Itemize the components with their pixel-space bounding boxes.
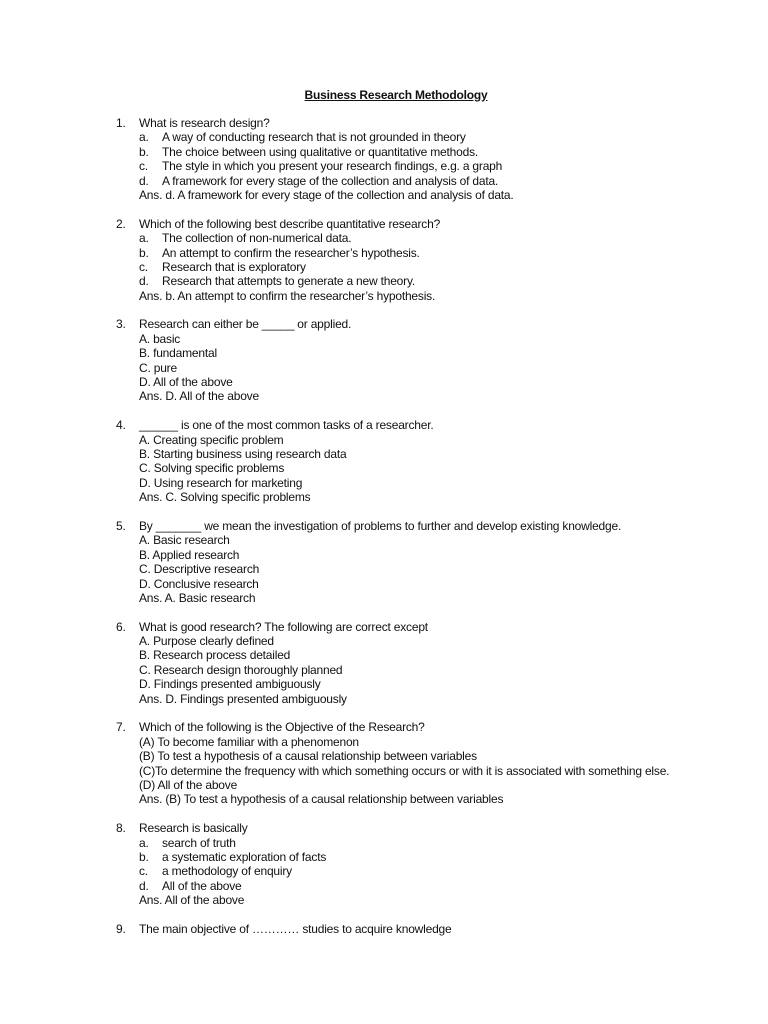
option-text: An attempt to confirm the researcher’s hypothesis. (162, 245, 420, 260)
option-text: A. Basic research (139, 533, 230, 548)
question-number: 7. (116, 720, 126, 735)
question-number: 4. (116, 418, 126, 433)
question-block (116, 620, 756, 706)
question-line (116, 922, 756, 936)
option-text: C. Solving specific problems (139, 461, 285, 476)
option-line (116, 461, 756, 475)
option-text: B. fundamental (139, 346, 217, 361)
answer-text: Ans. D. All of the above (139, 389, 259, 404)
question-text: ______ is one of the most common tasks of a researcher. (139, 418, 434, 433)
option-line (116, 850, 756, 864)
option-text: The choice between using qualitative or quantitative methods. (162, 144, 479, 159)
option-line (116, 260, 756, 274)
option-text: D. Using research for marketing (139, 475, 303, 490)
option-line (116, 361, 756, 375)
option-line (116, 274, 756, 288)
question-line (116, 116, 756, 130)
option-text: Research that is exploratory (162, 259, 306, 274)
answer-line (116, 289, 756, 303)
question-text: Research is basically (139, 821, 248, 836)
option-text: (A) To become familiar with a phenomenon (139, 734, 359, 749)
option-text: The style in which you present your research findings, e.g. a graph (162, 159, 503, 174)
option-line (116, 246, 756, 260)
option-text: B. Applied research (139, 547, 240, 562)
question-block (116, 116, 756, 202)
option-text: D. Conclusive research (139, 576, 259, 591)
question-number: 1. (116, 116, 126, 130)
option-line (116, 433, 756, 447)
question-number: 5. (116, 518, 126, 533)
option-letter: d. (139, 878, 149, 893)
option-line (116, 533, 756, 547)
question-line (116, 620, 756, 634)
question-text: By _______ we mean the investigation of problems to further and develop existing knowledge. (139, 518, 622, 533)
answer-text: Ans. All of the above (139, 893, 245, 908)
question-line (116, 720, 756, 734)
question-number: 3. (116, 317, 126, 332)
option-text: a systematic exploration of facts (162, 849, 327, 864)
option-text: D. Findings presented ambiguously (139, 677, 321, 692)
question-block (116, 217, 756, 303)
option-letter: d. (139, 173, 149, 188)
option-text: The collection of non-numerical data. (162, 231, 352, 246)
option-line (116, 548, 756, 562)
answer-line (116, 389, 756, 403)
answer-text: Ans. b. An attempt to confirm the researcher’s hypothesis. (139, 288, 436, 303)
option-text: C. pure (139, 360, 177, 375)
answer-line (116, 490, 756, 504)
option-text: C. Research design thoroughly planned (139, 662, 343, 677)
question-number: 8. (116, 821, 126, 836)
option-line (116, 476, 756, 490)
option-letter: c. (139, 259, 148, 274)
option-line (116, 749, 756, 763)
option-line (116, 735, 756, 749)
option-line (116, 864, 756, 878)
option-letter: a. (139, 835, 149, 850)
option-line (116, 778, 756, 792)
question-line (116, 519, 756, 533)
question-text: The main objective of ………… studies to acquire knowledge (139, 921, 452, 936)
option-line (116, 836, 756, 850)
option-line (116, 663, 756, 677)
option-text: A. Creating specific problem (139, 432, 284, 447)
option-letter: a. (139, 231, 149, 246)
option-letter: c. (139, 159, 148, 174)
document-title: Business Research Methodology (304, 88, 488, 102)
option-text: a methodology of enquiry (162, 864, 292, 879)
option-line (116, 159, 756, 173)
question-line (116, 821, 756, 835)
option-line (116, 375, 756, 389)
option-text: (D) All of the above (139, 777, 238, 792)
option-text: C. Descriptive research (139, 562, 260, 577)
question-number: 9. (116, 921, 126, 936)
option-text: All of the above (162, 878, 242, 893)
question-block (116, 519, 756, 605)
option-line (116, 677, 756, 691)
option-line (116, 174, 756, 188)
question-text: What is research design? (139, 116, 270, 130)
question-block (116, 922, 756, 936)
option-letter: a. (139, 130, 149, 145)
option-line (116, 634, 756, 648)
option-letter: d. (139, 274, 149, 289)
option-text: B. Research process detailed (139, 648, 291, 663)
option-text: A way of conducting research that is not grounded in theory (162, 130, 466, 145)
option-line (116, 130, 756, 144)
option-line (116, 332, 756, 346)
question-block (116, 720, 756, 806)
question-list (116, 116, 756, 951)
question-number: 6. (116, 619, 126, 634)
option-text: (B) To test a hypothesis of a causal relationship between variables (139, 749, 477, 764)
option-letter: b. (139, 144, 149, 159)
question-text: What is good research? The following are correct except (139, 619, 428, 634)
answer-text: Ans. C. Solving specific problems (139, 490, 311, 505)
option-line (116, 231, 756, 245)
option-letter: b. (139, 245, 149, 260)
option-text: A. Purpose clearly defined (139, 634, 274, 649)
option-line (116, 764, 756, 778)
option-line (116, 447, 756, 461)
answer-line (116, 792, 756, 806)
answer-text: Ans. (B) To test a hypothesis of a causal relationship between variables (139, 792, 504, 807)
option-line (116, 346, 756, 360)
question-block (116, 821, 756, 907)
answer-line (116, 188, 756, 202)
option-text: D. All of the above (139, 375, 233, 390)
option-line (116, 577, 756, 591)
option-letter: c. (139, 864, 148, 879)
option-text: Research that attempts to generate a new theory. (162, 274, 415, 289)
option-text: B. Starting business using research data (139, 446, 347, 461)
option-text: (C)To determine the frequency with which something occurs or with it is associated with something else. (139, 763, 670, 778)
answer-line (116, 692, 756, 706)
question-line (116, 418, 756, 432)
option-line (116, 145, 756, 159)
question-text: Which of the following is the Objective of the Research? (139, 720, 425, 735)
option-text: A. basic (139, 331, 181, 346)
question-block (116, 418, 756, 504)
option-line (116, 648, 756, 662)
answer-line (116, 591, 756, 605)
answer-text: Ans. A. Basic research (139, 590, 256, 605)
question-text: Which of the following best describe quantitative research? (139, 216, 441, 231)
option-line (116, 879, 756, 893)
question-line (116, 317, 756, 331)
option-letter: b. (139, 849, 149, 864)
option-text: search of truth (162, 835, 236, 850)
question-line (116, 217, 756, 231)
answer-text: Ans. d. A framework for every stage of the collection and analysis of data. (139, 187, 514, 202)
question-number: 2. (116, 216, 126, 231)
option-line (116, 562, 756, 576)
answer-text: Ans. D. Findings presented ambiguously (139, 691, 347, 706)
option-text: A framework for every stage of the collection and analysis of data. (162, 173, 499, 188)
question-block (116, 317, 756, 403)
answer-line (116, 893, 756, 907)
question-text: Research can either be _____ or applied. (139, 317, 352, 332)
